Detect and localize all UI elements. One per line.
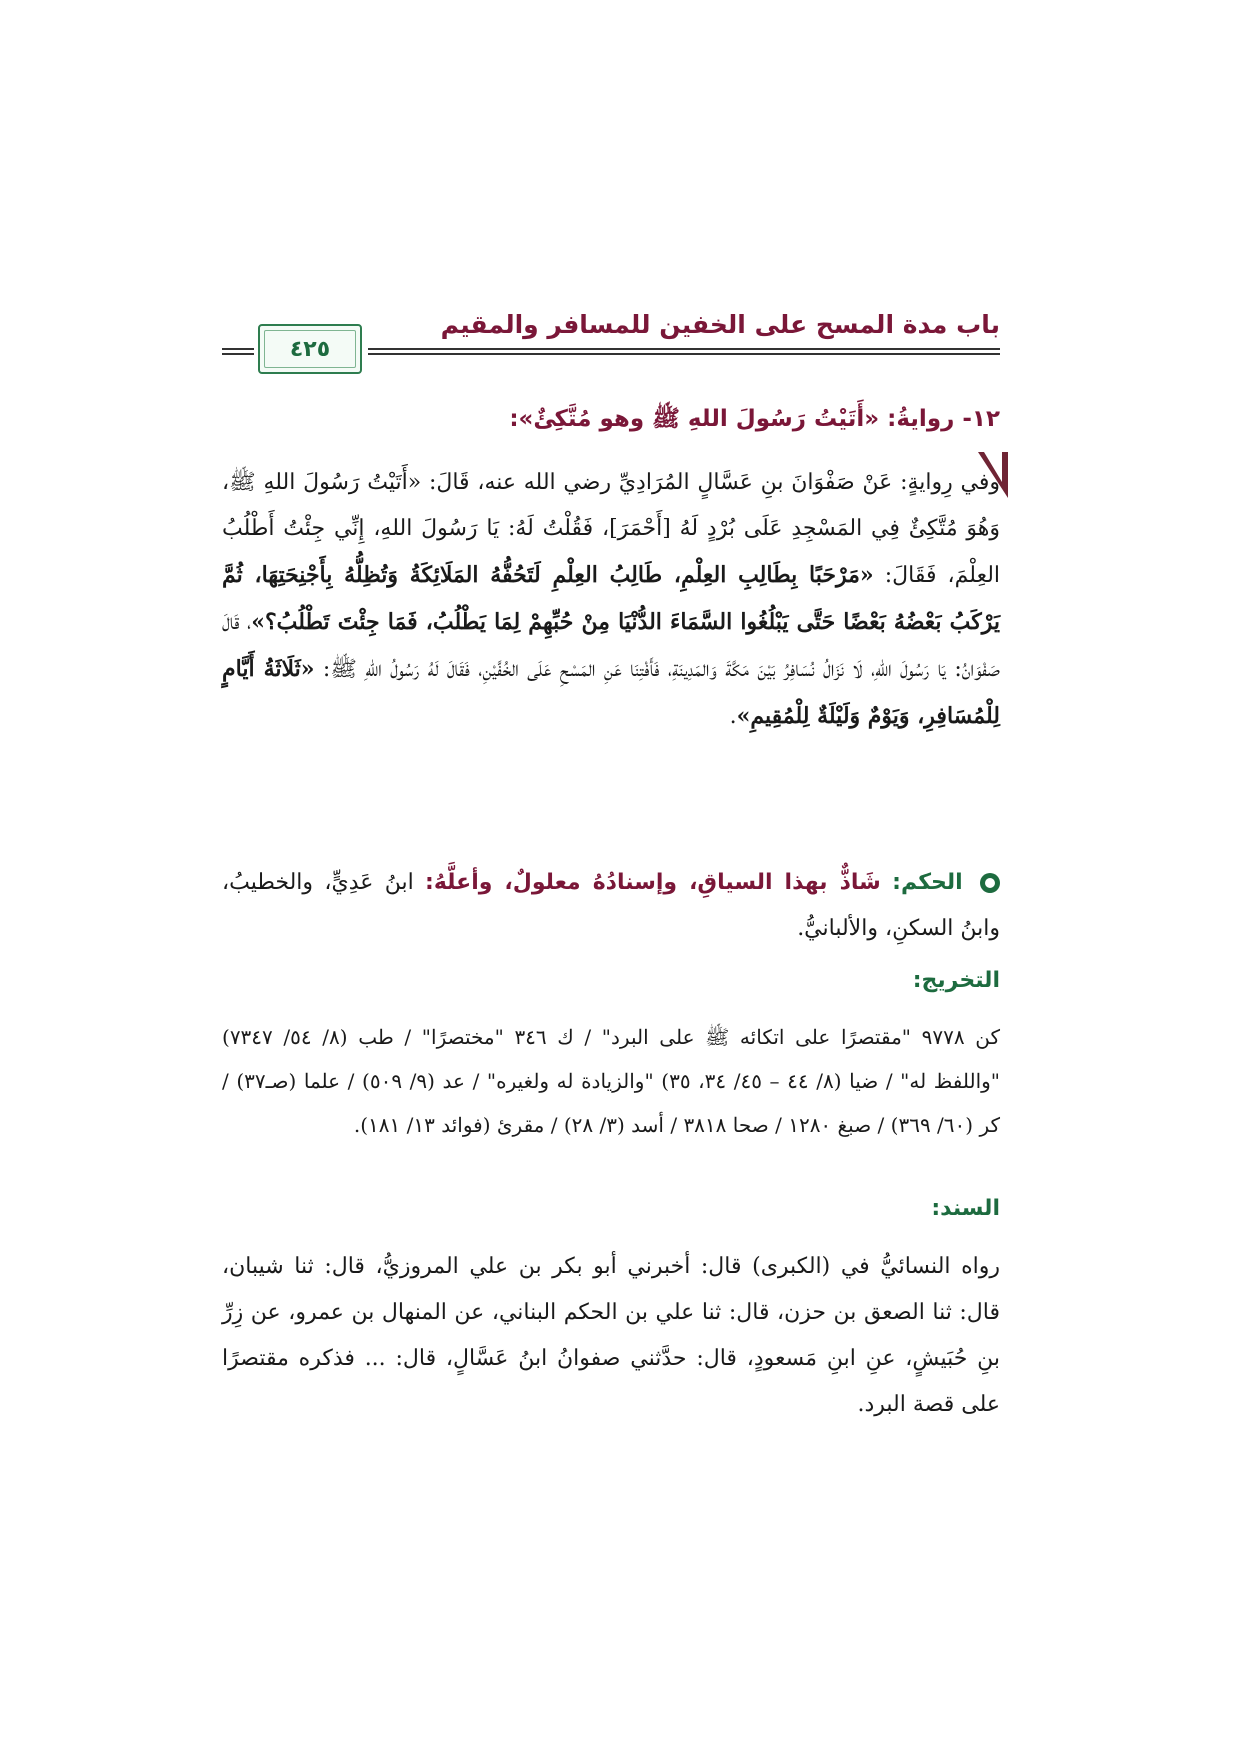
ornament-icon	[980, 873, 1000, 893]
header-rule	[368, 348, 1000, 355]
ruling-verdict: شَاذٌّ بهذا السياقِ، وإسنادُهُ معلولٌ، وأعلَّهُ:	[425, 870, 881, 895]
hadith-part-1: وفي رِوايةٍ: عَنْ صَفْوَانَ بنِ عَسَّالٍ المُرَادِيِّ رضي الله عنه، قَالَ: «أَتَيْتُ رَسُولَ اللهِ ﷺ، وَهُوَ مُتَّكِئٌ فِي المَسْجِدِ عَلَى بُرْدٍ لَهُ [أَحْمَرَ]، فَقُلْتُ لَهُ: يَا رَسُولَ اللهِ، إِنِّي جِئْتُ أَطْلُبُ العِلْمَ، فَقَالَ:	[222, 470, 1001, 588]
hadith-bold-1: «مَرْحَبًا بِطَالِبِ العِلْمِ، طَالِبُ العِلْمِ لَتَحُفُّهُ المَلَائِكَةُ وَتُظِلُّهُ بِأَجْنِحَتِهَا، ثُمَّ يَرْكَبُ بَعْضُهُ بَعْضًا حَتَّى يَبْلُغُوا السَّمَاءَ الدُّنْيَا مِنْ حُبِّهِمْ لِمَا يَطْلُبُ، فَمَا جِئْتَ تَطْلُبُ؟»	[222, 562, 1000, 635]
hadith-end: .	[729, 704, 737, 729]
sanad-heading: السند:	[931, 1196, 1000, 1221]
page-number: ٤٢٥	[289, 336, 331, 362]
page-number-badge	[258, 324, 362, 374]
header-rule-short	[222, 348, 254, 355]
sanad-body: رواه النسائيُّ في (الكبرى) قال: أخبرني أبو بكر بن علي المروزيُّ، قال: ثنا شيبان، قال: ثنا الصعق بن حزن، قال: ثنا علي بن الحكم البناني، عن المنهال بن عمرو، عن زِرِّ بنِ حُبَيشٍ، عنِ ابنِ مَسعودٍ، قال: حدَّثني صفوانُ ابنُ عَسَّالٍ، قال: ... فذكره مقتصرًا على قصة البرد.	[222, 1254, 1000, 1417]
running-title: باب مدة المسح على الخفين للمسافر والمقيم	[440, 310, 1000, 339]
takhrij-body: كن ٩٧٧٨ "مقتصرًا على اتكائه ﷺ على البرد" / ك ٣٤٦ "مختصرًا" / طب (٨/ ٥٤/ ٧٣٤٧) "واللفظ له" / ضيا (٨/ ٤٤ – ٤٥/ ٣٤، ٣٥) "والزيادة له ولغيره" / عد (٩/ ٥٠٩) / علما (صـ٣٧) / كر (٦٠/ ٣٦٩) / صبغ ١٢٨٠ / صحا ٣٨١٨ / أسد (٣/ ٢٨) / مقرئ (فوائد ١٣/ ١٨١).	[222, 1025, 1001, 1137]
ruling-label: الحكم:	[892, 870, 963, 895]
section-title: ١٢- روايةُ: «أَتَيْتُ رَسُولَ اللهِ ﷺ وهو مُتَّكِئٌ»:	[509, 406, 1000, 432]
takhrij-heading: التخريج:	[912, 968, 1000, 993]
hadith-text	[222, 460, 1004, 740]
hadith-bold-2: «ثَلَاثَةُ أَيَّامٍ لِلْمُسَافِرِ، وَيَوْمٌ وَلَيْلَةٌ لِلْمُقِيمِ»	[222, 656, 1000, 729]
ruling-paragraph	[222, 860, 1000, 952]
ruling-rest: ابنُ عَدِيٍّ، والخطيبُ، وابنُ السكنِ، والألبانيُّ.	[222, 870, 1000, 941]
page-header	[222, 310, 1000, 370]
hadith-part-2: ، قَالَ صَفْوَانُ: يَا رَسُولَ اللهِ، لَا نَزَالُ نُسَافِرُ بَيْنَ مَكَّةَ وَالمَدِينَةِ، فَأَفْتِنَا عَنِ المَسْحِ عَلَى الخُفَّيْنِ، فَقَالَ لَهُ رَسُولُ اللهِ ﷺ:	[222, 610, 1001, 682]
